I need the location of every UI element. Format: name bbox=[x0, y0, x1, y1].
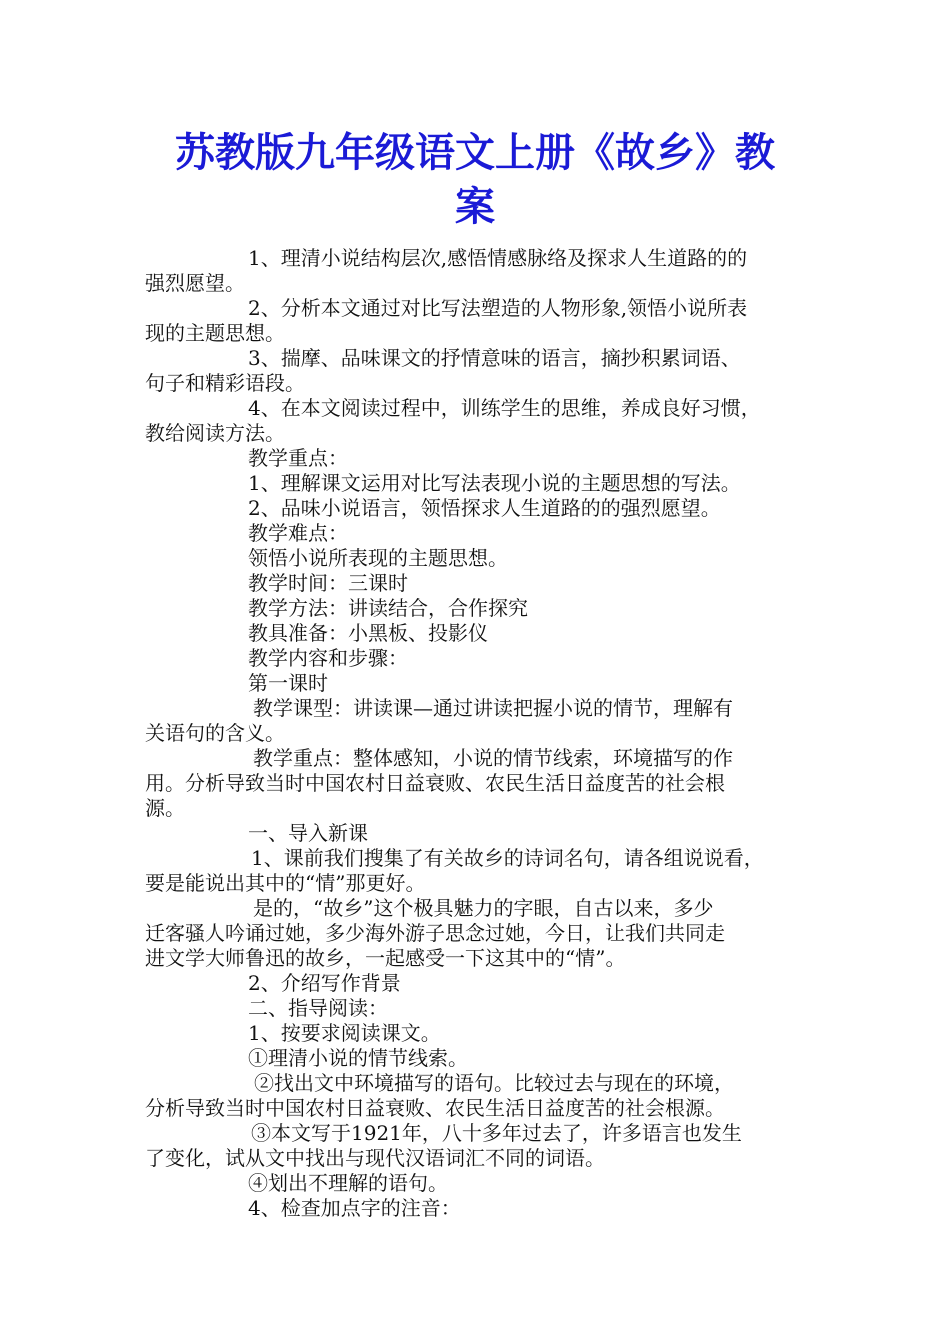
text-line: ①理清小说的情节线索。 bbox=[248, 1046, 468, 1070]
text-line: 教给阅读方法。 bbox=[145, 421, 285, 445]
text-line: 1、理清小说结构层次,感悟情感脉络及探求人生道路的的 bbox=[248, 246, 748, 270]
text-line: 句子和精彩语段。 bbox=[145, 371, 305, 395]
text-line: 1、课前我们搜集了有关故乡的诗词名句，请各组说说看， bbox=[251, 846, 764, 870]
text-line: 2、分析本文通过对比写法塑造的人物形象,领悟小说所表 bbox=[248, 296, 748, 320]
text-line: 教学重点： bbox=[248, 446, 348, 470]
text-line: 4、检查加点字的注音： bbox=[248, 1196, 461, 1220]
text-line: 教学方法：讲读结合，合作探究 bbox=[248, 596, 528, 620]
text-line: 1、按要求阅读课文。 bbox=[248, 1021, 441, 1045]
text-line: 教学内容和步骤： bbox=[248, 646, 408, 670]
text-line: 迁客骚人吟诵过她，多少海外游子思念过她，今日，让我们共同走 bbox=[145, 921, 725, 945]
text-line: ④划出不理解的语句。 bbox=[248, 1171, 448, 1195]
text-line: ②找出文中环境描写的语句。比较过去与现在的环境， bbox=[254, 1071, 734, 1095]
text-line: 一、导入新课 bbox=[248, 821, 368, 845]
text-line: 教学时间：三课时 bbox=[248, 571, 408, 595]
text-line: 第一课时 bbox=[248, 671, 328, 695]
text-line: 教学难点： bbox=[248, 521, 348, 545]
text-line: 分析导致当时中国农村日益衰败、农民生活日益度苦的社会根源。 bbox=[145, 1096, 725, 1120]
text-line: 领悟小说所表现的主题思想。 bbox=[248, 546, 508, 570]
text-line: 3、揣摩、品味课文的抒情意味的语言，摘抄积累词语、 bbox=[248, 346, 741, 370]
text-line: 强烈愿望。 bbox=[145, 271, 245, 295]
text-line: 教学课型：讲读课—通过讲读把握小说的情节，理解有 bbox=[253, 696, 733, 720]
document-title-line-2: 案 bbox=[455, 183, 495, 230]
text-line: 要是能说出其中的“情”那更好。 bbox=[145, 871, 426, 895]
text-line: 教具准备：小黑板、投影仪 bbox=[248, 621, 488, 645]
text-line: ③本文写于1921年，八十多年过去了，许多语言也发生 bbox=[251, 1121, 742, 1145]
text-line: 关语句的含义。 bbox=[145, 721, 285, 745]
text-line: 1、理解课文运用对比写法表现小说的主题思想的写法。 bbox=[248, 471, 741, 495]
text-line: 二、指导阅读： bbox=[248, 996, 388, 1020]
text-line: 是的，“故乡”这个极具魅力的字眼，自古以来，多少 bbox=[253, 896, 714, 920]
text-line: 现的主题思想。 bbox=[145, 321, 285, 345]
text-line: 2、介绍写作背景 bbox=[248, 971, 401, 995]
text-line: 了变化，试从文中找出与现代汉语词汇不同的词语。 bbox=[145, 1146, 605, 1170]
text-line: 2、品味小说语言，领悟探求人生道路的的强烈愿望。 bbox=[248, 496, 721, 520]
text-line: 进文学大师鲁迅的故乡，一起感受一下这其中的“情”。 bbox=[145, 946, 626, 970]
text-line: 4、在本文阅读过程中，训练学生的思维，养成良好习惯， bbox=[248, 396, 761, 420]
text-line: 教学重点：整体感知，小说的情节线索，环境描写的作 bbox=[253, 746, 733, 770]
text-line: 源。 bbox=[145, 796, 185, 820]
text-line: 用。分析导致当时中国农村日益衰败、农民生活日益度苦的社会根 bbox=[145, 771, 725, 795]
document-body bbox=[145, 246, 810, 1221]
document-title-line-1: 苏教版九年级语文上册《故乡》教 bbox=[175, 129, 775, 176]
